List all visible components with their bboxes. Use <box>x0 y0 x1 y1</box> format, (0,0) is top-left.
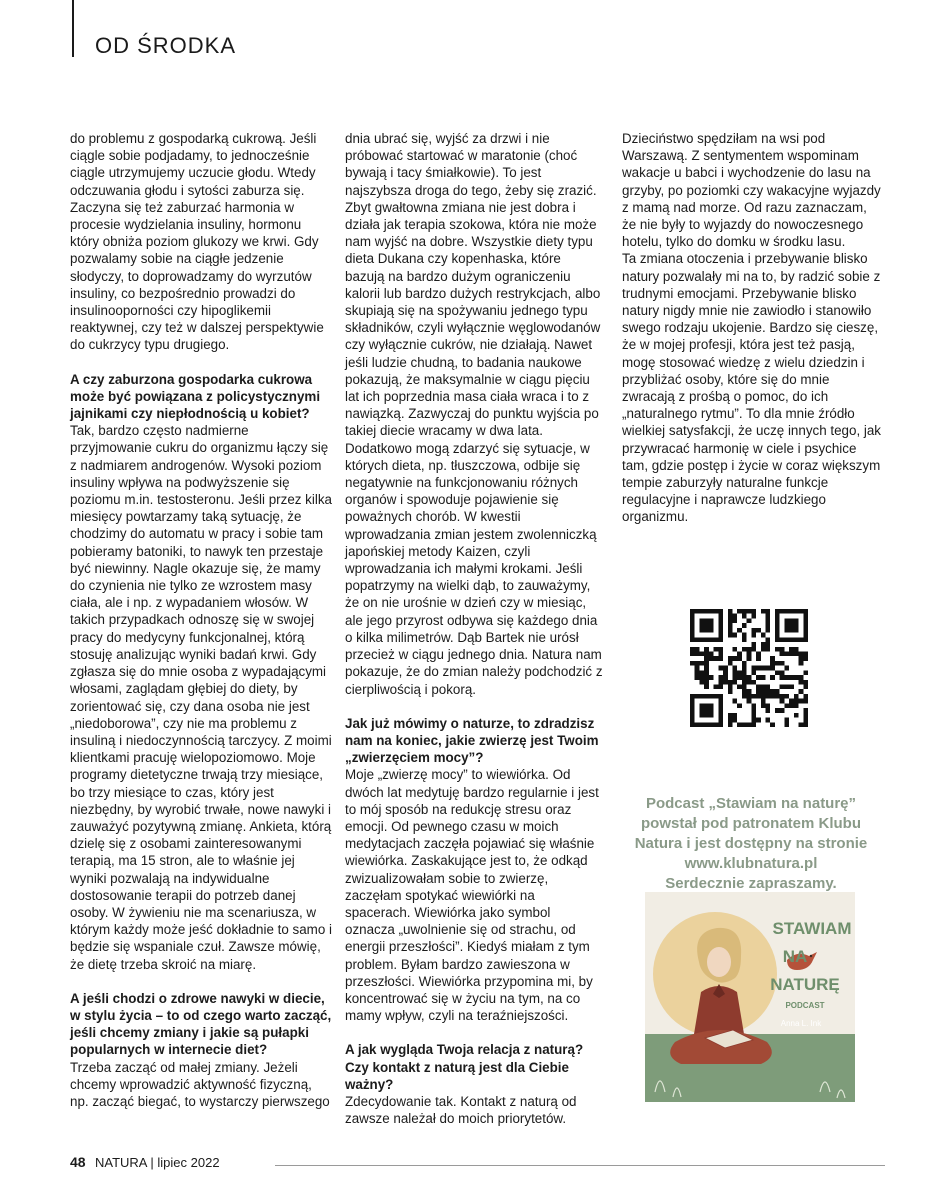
footer-separator: | <box>150 1155 154 1170</box>
promo-line: Serdecznie zapraszamy. <box>665 875 837 892</box>
paragraph: Zdecydowanie tak. Kontakt z naturą od zawsze należał do moich priorytetów. <box>345 1093 577 1127</box>
cover-title: STAWIAM <box>772 919 852 938</box>
podcast-cover-image <box>645 892 855 1102</box>
cover-subtitle: PODCAST <box>785 1001 825 1010</box>
qr-code[interactable] <box>690 609 808 727</box>
cover-author: Anna L. Ink <box>780 1019 822 1028</box>
question-heading: A jak wygląda Twoja relacja z naturą? Czy kontakt z naturą jest dla Ciebie ważny? <box>345 1042 584 1092</box>
issue-date: lipiec 2022 <box>157 1155 220 1170</box>
paragraph: Moje „zwierzę mocy” to wiewiórka. Od dwóch lat medytuję bardzo regularnie i jest to mój sposób na redukcję stresu oraz emocji. Od pewnego czasu w moich medytacjach zaczęła pojawiać się właśnie wiewiórka. Zaskakujące jest to, że odkąd zwizualizowałam sobie to zwierzę, zaczęłam spotykać wiewiórki na spacerach. Wiewiórka jako symbol oznacza „uwolnienie się od strachu, od energii przeszłości”. Kiedyś miałam z tym problem. Byłam bardzo zawieszona w przeszłości. Wiewiórka przypomina mi, by koncentrować się w życiu na tym, na co mamy wpływ, czyli na teraźniejszości. <box>345 767 599 1024</box>
footer-rule <box>275 1165 885 1166</box>
paragraph: Dzieciństwo spędziłam na wsi pod Warszawą. Z sentymentem wspominam wakacje u babci i wychodzenie do lasu na grzyby, po poziomki czy wakacyjne wyjazdy z mamą nad morze. Od razu zaznaczam, że nie były to wyjazdy do nowoczesnego hotelu, tylko do domku w środku lasu. <box>622 131 881 250</box>
question-heading: Jak już mówimy o naturze, to zdradzisz nam na koniec, jakie zwierzę jest Twoim „zwierzęciem mocy”? <box>345 715 599 766</box>
question-heading: A jeśli chodzi o zdrowe nawyki w diecie, w stylu życia – to od czego warto zacząć, jeśli chcemy zmiany i jakie są pułapki popularnych w internecie diet? <box>70 990 332 1058</box>
paragraph: Trzeba zacząć od małej zmiany. Jeżeli chcemy wprowadzić aktywność fizyczną, np. zacząć biegać, to wystarczy pierwszego <box>70 1059 330 1109</box>
article-column-2 <box>345 130 603 1127</box>
question-heading: A czy zaburzona gospodarka cukrowa może być powiązana z policystycznymi jajnikami czy niepłodnością u kobiet? <box>70 371 321 422</box>
promo-line: Natura i jest dostępny na stronie <box>634 835 868 852</box>
magazine-name: NATURA <box>95 1155 147 1170</box>
podcast-promo <box>620 794 882 894</box>
page-number: 48 <box>70 1154 86 1170</box>
paragraph: do problemu z gospodarką cukrową. Jeśli ciągle sobie podjadamy, to jednocześnie ciągle utrzymujemy uczucie głodu. Wtedy odczuwania głodu i sytości zaburza się. Zaczyna się też zaburzać harmonia w procesie wydzielania insuliny, hormonu który obniża poziom glukozy we krwi. Gdy pozwalamy sobie na ciągłe jedzenie słodyczy, to doprowadzamy do wyrzutów insuliny, co bezpośrednio prowadzi do insulinooporności czy hipoglikemii reaktywnej, czy też w dalszej perspektywie do cukrzycy typu drugiego. <box>70 131 324 353</box>
cover-title: NA <box>782 947 808 966</box>
article-column-3 <box>622 130 884 526</box>
promo-line: powstał pod patronatem Klubu <box>641 815 861 832</box>
promo-line: Podcast „Stawiam na naturę” <box>645 795 857 812</box>
paragraph: Ta zmiana otoczenia i przebywanie blisko natury pozwalały mi na to, by radzić sobie z trudnymi emocjami. Przebywanie blisko natury nigdy mnie nie zawiodło i stanowiło swego rodzaju ukojenie. Bardzo się cieszę, że w mojej profesji, która jest też pasją, mogę stosować wiedzę z wielu dziedzin i przybliżać osoby, które się do mnie zwracają z prośbą o pomoc, do ich „naturalnego rytmu”. To dla mnie źródło wielkiej satysfakcji, że uczę innych tego, jak przywracać harmonię w ciele i psychice tam, gdzie postęp i życie w coraz większym tempie zaburzyły naturalne funkcje regulacyjne i naprawcze ludzkiego organizmu. <box>622 251 881 525</box>
section-rule <box>72 0 74 57</box>
section-title: OD ŚRODKA <box>95 33 237 58</box>
paragraph: Tak, bardzo często nadmierne przyjmowanie cukru do organizmu łączy się z nadmiarem androgenów. Wysoki poziom insuliny wpływa na podwyższenie się poziomu m.in. testosteronu. Jeśli przez kilka miesięcy powtarzamy taką sytuację, że chodzimy do automatu w pracy i sobie tam pobieramy batoniki, to nawyk ten przestaje być niewinny. Nagle okazuje się, że mamy do czynienia nie tylko ze wzrostem masy ciała, ale i np. z wypadaniem włosów. W takich przypadkach odnoszę się w swojej pracy do medycyny funkcjonalnej, którą stosuję analizując wyniki badań krwi. Gdy zgłasza się do mnie osoba z wypadającymi włosami, zaglądam głębiej do diety, by zorientować się, czy dana osoba nie jest „niedoborowa”, czy nie ma problemu z insuliną i niedoczynnością tarczycy. Z moimi klientkami pracuję wielopoziomowo. Moje programy dietetyczne trwają trzy miesiące, bo trzy miesiące to czas, który jest niezbędny, by wyrobić trwałe, nowe nawyki i zauważyć pozytywną zmianę. Ankieta, którą dzielę się z osobami zainteresowanymi terapią, ma 15 stron, ale to właśnie jej wyniki pozwalają na indywidualne dostosowanie terapii do potrzeb danej osoby. W żywieniu nie ma scenariusza, w którym każdy może jeść dokładnie to samo i będzie się wspaniale czuł. Zawsze mówię, że dietę trzeba skroić na miarę. <box>70 423 332 972</box>
promo-link[interactable]: www.klubnatura.pl <box>684 855 818 872</box>
paragraph: dnia ubrać się, wyjść za drzwi i nie próbować startować w maratonie (choć bywają i tacy śmiałkowie). To jest najszybsza droga do tego, żeby się zrazić. Zbyt gwałtowna zmiana nie jest dobra i działa jak terapia szokowa, która nie może nam wyjść na dobre. Wszystkie diety typu dieta Dukana czy kopenhaska, które bazują na bardzo dużym ograniczeniu kalorii lub bardzo dużych restrykcjach, albo skupiają się na spożywaniu jednego typu składników, czyli wyłącznie węglowodanów czy wyłącznie cukrów, nie działają. Nawet jeśli ludzie chudną, to badania naukowe pokazują, że maksymalnie w ciągu pięciu lat ich poprzednia masa ciała wraca i to z nawiązką. Zazwyczaj do punktu wyjścia po takiej diecie wracamy w dwa lata. Dodatkowo mogą zdarzyć się sytuacje, w których dieta, np. tłuszczowa, odbije się negatywnie na funkcjonowaniu różnych organów i spowoduje pojawienie się poważnych chorób. W kwestii wprowadzania zmian jestem zwolenniczką japońskiej metody Kaizen, czyli wprowadzania ich małymi krokami. Jeśli popatrzymy na wielki dąb, to zauważymy, że on nie urośnie w dzień czy w miesiąc, ale jego przyrost odbywa się każdego dnia o kilka milimetrów. Dąb Bartek nie urósł przecież w ciągu jednego dnia. Natura nam pokazuje, że do zmian należy podchodzić z cierpliwością i pokorą. <box>345 131 603 697</box>
cover-title: NATURĘ <box>770 975 840 994</box>
footer-publication <box>95 1155 220 1170</box>
article-column-1 <box>70 130 332 1110</box>
